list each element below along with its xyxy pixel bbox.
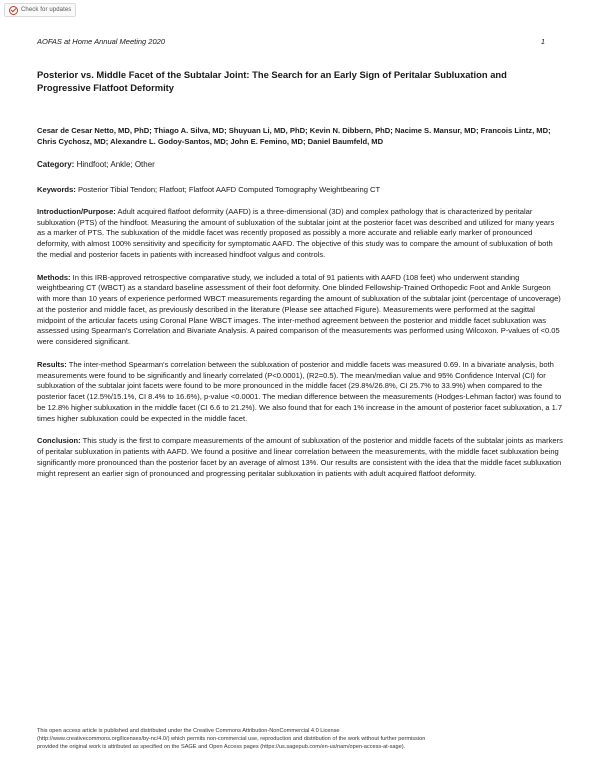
check-for-updates-badge[interactable] bbox=[4, 3, 76, 17]
author-list: Cesar de Cesar Netto, MD, PhD; Thiago A. Silva, MD; Shuyuan Li, MD, PhD; Kevin N. Dibbern, PhD; Nacime S. Mansur, MD; Francois Lintz, MD; Chris Cychosz, MD; Alexandre L. Godoy-Santos, MD; John E. Femino, MD; Daniel Baumfeld, MD bbox=[37, 125, 551, 146]
running-header bbox=[37, 37, 545, 46]
section-introduction bbox=[37, 207, 563, 261]
category-line bbox=[37, 159, 563, 170]
category-value: Hindfoot; Ankle; Other bbox=[76, 159, 155, 169]
license-line: provided the original work is attributed as specified on the SAGE and Open Access pages (https://us.sagepub.com/en-us/nam/open-access-at-sage). bbox=[37, 744, 406, 750]
section-label: Conclusion: bbox=[37, 436, 81, 446]
section-text: The inter-method Spearman's correlation between the subluxation of posterior and middle facets was measured 0.69. In a bivariate analysis, both measurements were found to be significantly and linearly correlated (P<0.0001), (R2=0.5). The mean/median value and 95% Confidence Interval (CI) for subluxation of the subtalar joint facets were found to be more pronounced in the middle facet (29.8%/26.8%, CI 25.7% to 33.9%) when compared to the posterior facet (12.5%/15.1%, CI 8.4% to 16.6%), p-value <0.0001. The median difference between the measurements (Hodges-Lehman factor) was found to be 12.8% higher subluxation in the middle facet (CI 6.6 to 21.2%). We also found that for each 1% increase in the amount of posterior facet subluxation, a 1.7 times higher subluxation could be expected in the middle facet. bbox=[37, 359, 563, 423]
page-number: 1 bbox=[540, 37, 545, 46]
check-updates-icon bbox=[9, 6, 18, 15]
keywords-line bbox=[37, 184, 563, 195]
badge-label: Check for updates bbox=[21, 7, 72, 13]
section-text: Adult acquired flatfoot deformity (AAFD) is a three-dimensional (3D) and complex pathology that is characterized by peritalar subluxation (PTS) of the hindfoot. Measuring the amount of subluxation of the subtalar joint at the posterior facet was described and utilized for many years as a marker of PTS. The subluxation of the middle facet was recently proposed as possibly a more accurate and reliable early marker of pronounced deformity, with almost 100% sensitivity and specificity for symptomatic AAFD. The objective of this study was to compare the amount of subluxation of both the medial and posterior facets in patients with increased hindfoot valgus and controls. bbox=[37, 206, 555, 259]
section-text: In this IRB-approved retrospective comparative study, we included a total of 91 patients with AAFD (108 feet) who underwent standing weightbearing CT (WBCT) as a standard baseline assessment of their foot deformity. One blinded Fellowship-Trained Orthopedic Foot and Ankle Surgeon with more than 10 years of experience performed WBCT measurements regarding the amount of subluxation of the subtalar joint (percentage of uncoverage) at the posterior and middle facet, as previously described in the literature (Please see attached Figure). Measurements were performed at the sagittal midpoint of the articular facets using Coronal Plane WBCT images. The inter-method agreement between the posterior and middle facet subluxation was assessed using Spearman's Correlation and Bivariate Analysis. A paired comparison of the measurements was performed using Wilcoxon. P-values of <0.05 were considered significant. bbox=[37, 272, 561, 347]
section-conclusion bbox=[37, 436, 563, 479]
section-text: This study is the first to compare measurements of the amount of subluxation of the posterior and middle facets of the subtalar joints as markers of peritalar subluxation in patients with AAFD. We found a positive and linear correlation between the measurements, with the middle facet subluxation being significantly more pronounced than the posterior facet by an average of almost 13%. Our results are consistent with the idea that the middle facet subluxation might represent an earlier sign of pronounced and progressing peritalar subluxation in patients with adult acquired flatfoot deformity. bbox=[37, 436, 563, 478]
section-label: Methods: bbox=[37, 272, 71, 282]
abstract-body bbox=[37, 68, 563, 479]
paper-title: Posterior vs. Middle Facet of the Subtalar Joint: The Search for an Early Sign of Peritalar Subluxation and Progressive Flatfoot Deformity bbox=[37, 69, 507, 94]
section-results bbox=[37, 360, 563, 425]
license-line: (http://www.creativecommons.org/licenses/by-nc/4.0/) which permits non-commercial use, reproduction and distribution of the work without further permission bbox=[37, 736, 426, 742]
section-label: Results: bbox=[37, 359, 67, 369]
section-methods bbox=[37, 273, 563, 348]
category-label: Category: bbox=[37, 159, 75, 169]
section-label: Introduction/Purpose: bbox=[37, 206, 116, 216]
license-footer bbox=[37, 727, 563, 751]
license-line: This open access article is published and distributed under the Creative Commons Attribution-NonCommercial 4.0 License bbox=[37, 728, 340, 734]
journal-name: AOFAS at Home Annual Meeting 2020 bbox=[37, 37, 165, 46]
keywords-value: Posterior Tibial Tendon; Flatfoot; Flatfoot AAFD Computed Tomography Weightbearing CT bbox=[77, 184, 381, 194]
keywords-label: Keywords: bbox=[37, 184, 76, 194]
